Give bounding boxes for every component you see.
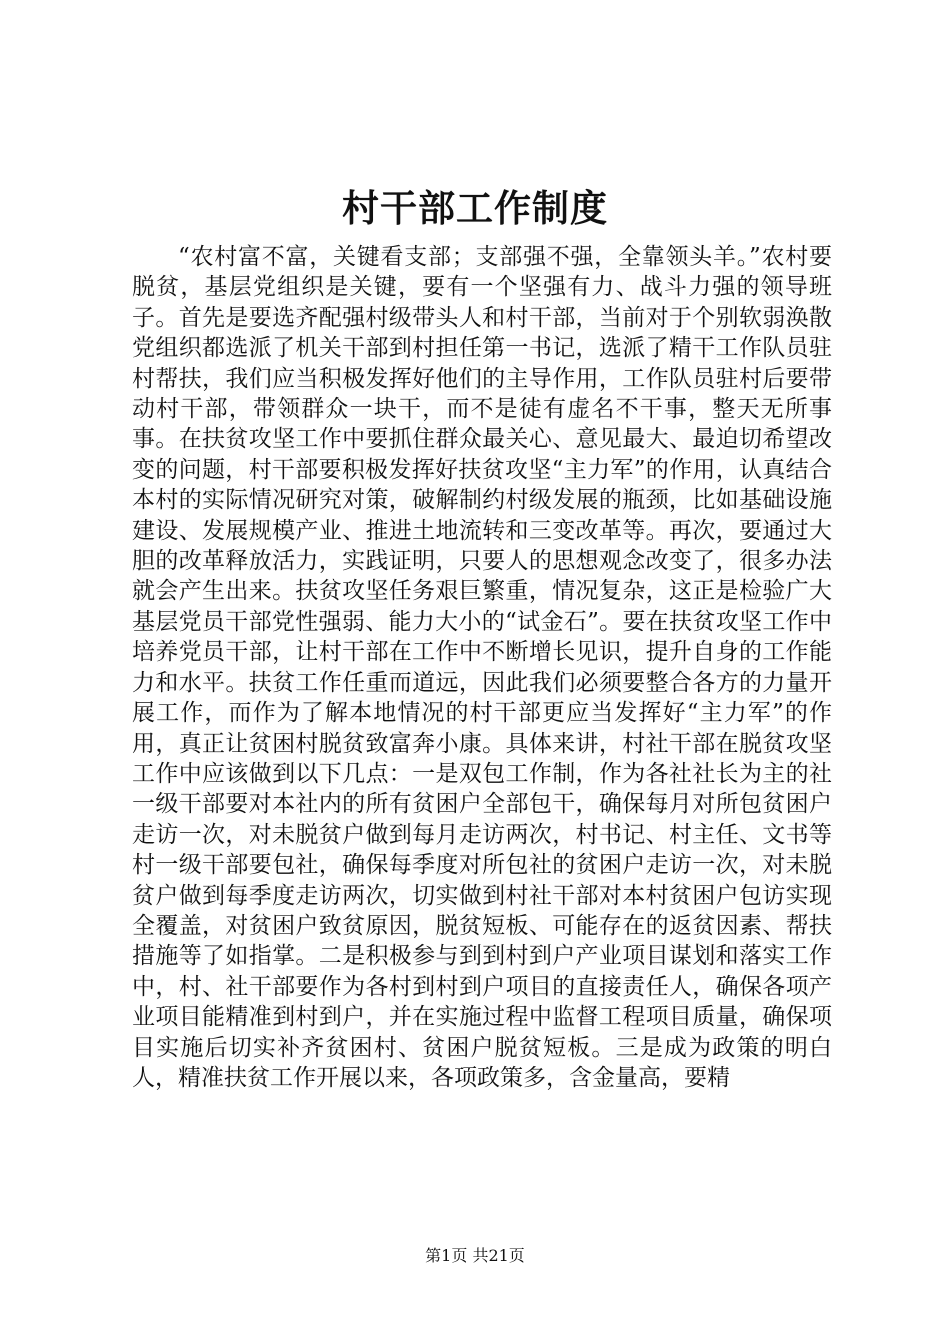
page-title: 村干部工作制度 [342, 186, 608, 230]
body-paragraph: “农村富不富，关键看支部；支部强不强，全靠领头羊。”农村要脱贫，基层党组织是关键，要有一个坚强有力、战斗力强的领导班子。首先是要选齐配强村级带头人和村干部，当前对于个别软弱涣散党组织都选派了机关干部到村担任第一书记，选派了精干工作队员驻村帮扶，我们应当积极发挥好他们的主导作用，工作队员驻村后要带动村干部，带领群众一块干，而不是徒有虚名不干事，整天无所事事。在扶贫攻坚工作中要抓住群众最关心、意见最大、最迫切希望改变的问题，村干部要积极发挥好扶贫攻坚“主力军”的作用，认真结合本村的实际情况研究对策，破解制约村级发展的瓶颈，比如基础设施建设、发展规模产业、推进土地流转和三变改革等。再次，要通过大胆的改革释放活力，实践证明，只要人的思想观念改变了，很多办法就会产生出来。扶贫攻坚任务艰巨繁重，情况复杂，这正是检验广大基层党员干部党性强弱、能力大小的“试金石”。要在扶贫攻坚工作中培养党员干部，让村干部在工作中不断增长见识，提升自身的工作能力和水平。扶贫工作任重而道远，因此我们必须要整合各方的力量开展工作，而作为了解本地情况的村干部更应当发挥好“主力军”的作用，真正让贫困村脱贫致富奔小康。具体来讲，村社干部在脱贫攻坚工作中应该做到以下几点：一是双包工作制，作为各社社长为主的社一级干部要对本社内的所有贫困户全部包干，确保每月对所包贫困户走访一次，对未脱贫户做到每月走访两次，村书记、村主任、文书等村一级干部要包社，确保每季度对所包社的贫困户走访一次，对未脱贫户做到每季度走访两次，切实做到村社干部对本村贫困户包访实现全覆盖，对贫困户致贫原因，脱贫短板、可能存在的返贫因素、帮扶措施等了如指掌。二是积极参与到到村到户产业项目谋划和落实工作中，村、社干部要作为各村到村到户项目的直接责任人，确保各项产业项目能精准到村到户，并在实施过程中监督工程项目质量，确保项目实施后切实补齐贫困村、贫困户脱贫短板。三是成为政策的明白人，精准扶贫工作开展以来，各项政策多，含金量高，要精 [132, 244, 832, 1091]
page-number-footer: 第1页 共21页 [425, 1246, 525, 1265]
